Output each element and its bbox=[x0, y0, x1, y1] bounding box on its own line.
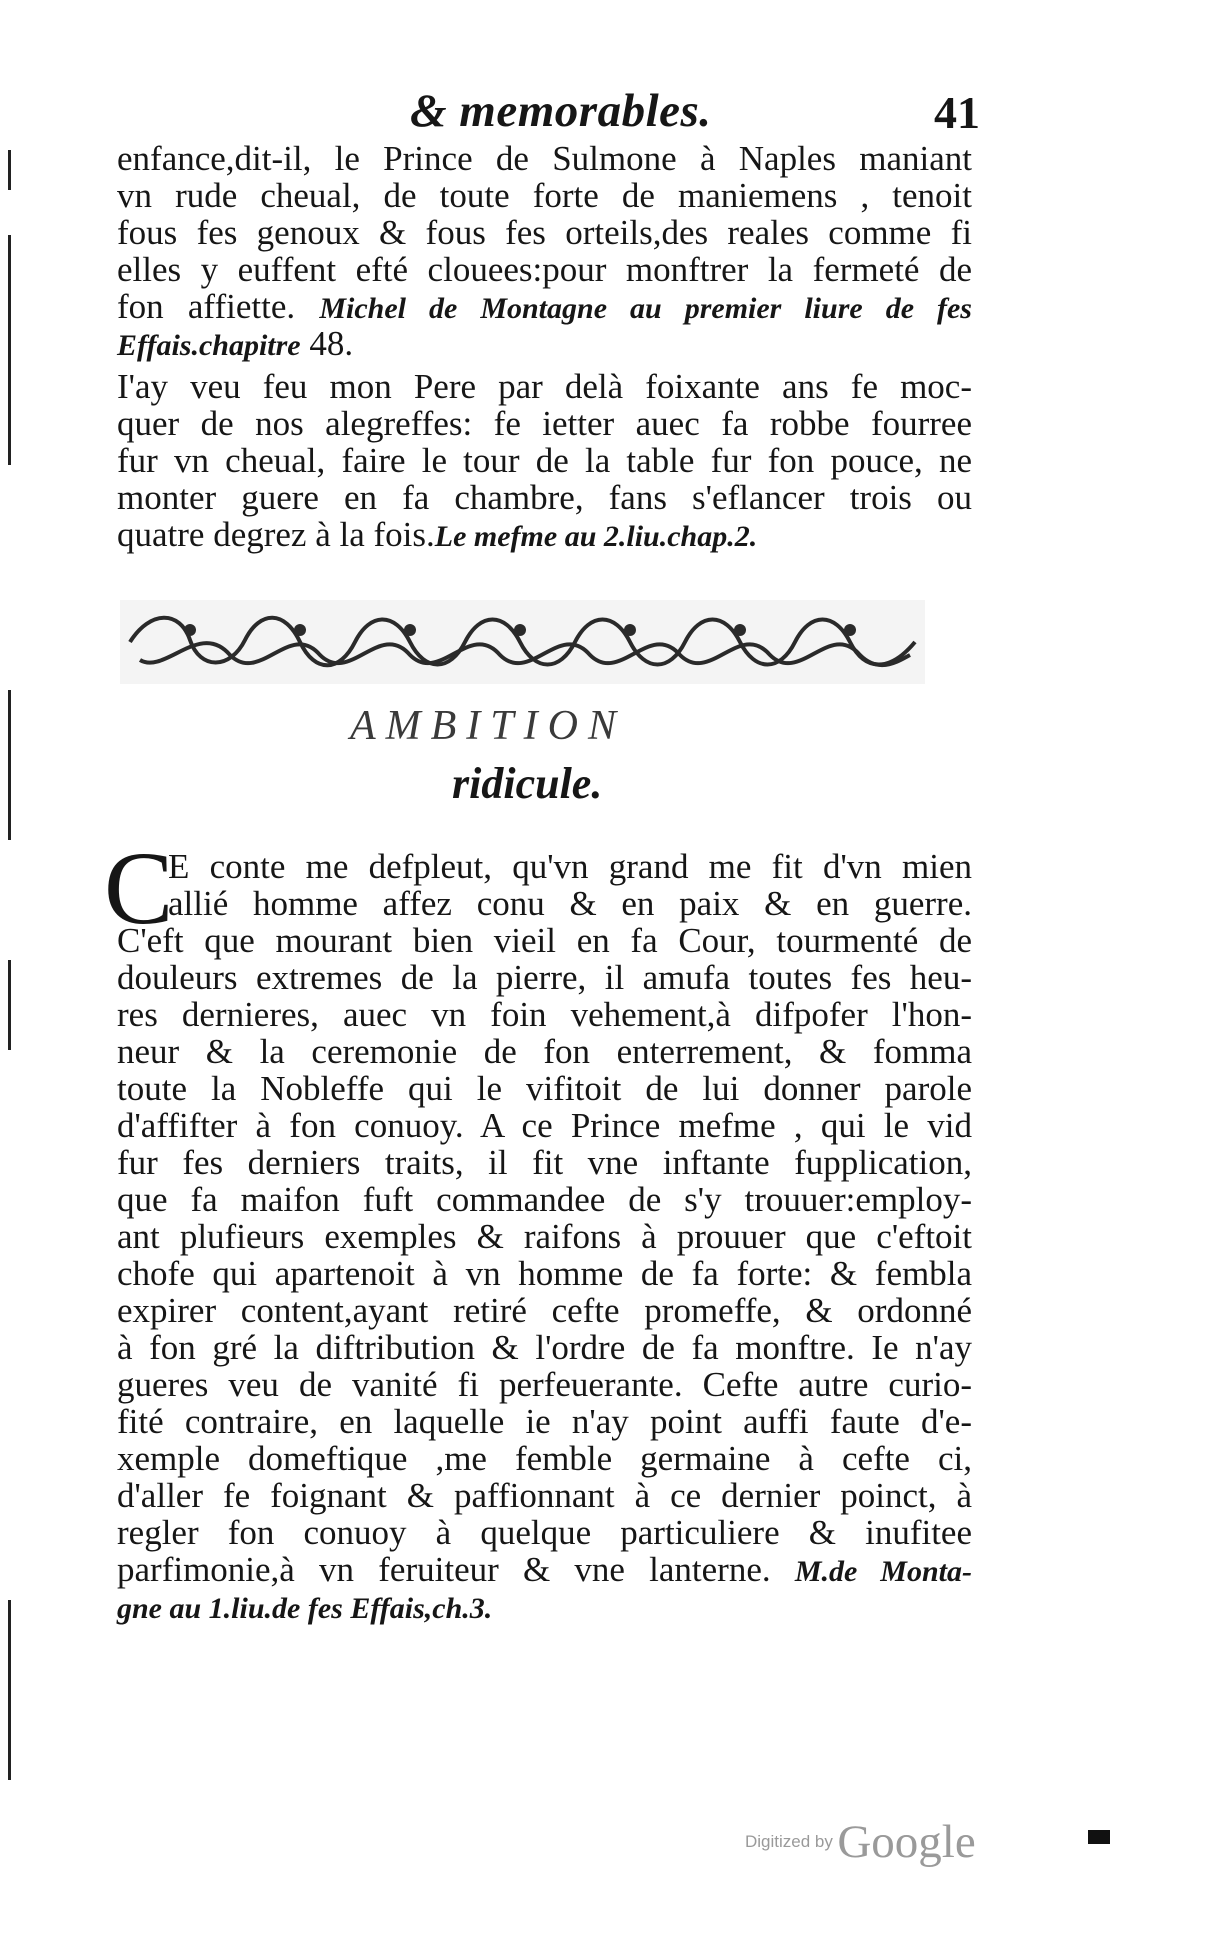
text-line: à fon gré la diftribution & l'ordre de fa monftre. Ie n'ay bbox=[117, 1328, 972, 1367]
running-title: & memorables. bbox=[410, 85, 712, 137]
text-line: gueres veu de vanité fi perfeuerante. Cefte autre curio- bbox=[117, 1365, 972, 1404]
text-line: toute la Nobleffe qui le vifitoit de lui donner parole bbox=[117, 1069, 972, 1108]
margin-mark bbox=[8, 1600, 11, 1780]
scan-margin-marks bbox=[0, 0, 20, 1940]
text-line: fur fes derniers traits, il fit vne inftante fupplication, bbox=[117, 1143, 972, 1182]
citation: Michel de Montagne au premier liure de fes bbox=[319, 292, 972, 325]
text-line: expirer content,ayant retiré cefte promeffe, & ordonné bbox=[117, 1291, 972, 1330]
citation: Effais.chapitre bbox=[117, 329, 301, 362]
text-line: E conte me defpleut, qu'vn grand me fit d'vn mien bbox=[168, 847, 972, 886]
text-line bbox=[117, 516, 972, 556]
section-heading: AMBITION bbox=[350, 703, 626, 749]
text-line bbox=[117, 288, 972, 328]
margin-mark bbox=[8, 960, 11, 1050]
text-line: enfance,dit-il, le Prince de Sulmone à Naples maniant bbox=[117, 139, 972, 178]
text-line bbox=[117, 325, 972, 365]
page-number: 41 bbox=[934, 87, 980, 138]
text-line: d'aller fe foignant & paffionnant à ce dernier poinct, à bbox=[117, 1476, 972, 1515]
text-line: neur & la ceremonie de fon enterrement, & fomma bbox=[117, 1032, 972, 1071]
text-line: vn rude cheual, de toute forte de maniemens , tenoit bbox=[117, 176, 972, 215]
text-fragment: fon affiette. bbox=[117, 287, 296, 326]
text-line: C'eft que mourant bien vieil en fa Cour, tourmenté de bbox=[117, 921, 972, 960]
text-line: d'affifter à fon conuoy. A ce Prince mefme , qui le vid bbox=[117, 1106, 972, 1145]
text-line: regler fon conuoy à quelque particuliere & inufitee bbox=[117, 1513, 972, 1552]
text-line: xemple domeftique ,me femble germaine à cefte ci, bbox=[117, 1439, 972, 1478]
text-line: elles y euffent efté clouees:pour monftrer la fermeté de bbox=[117, 250, 972, 289]
text-line: chofe qui apartenoit à vn homme de fa forte: & fembla bbox=[117, 1254, 972, 1293]
page-header bbox=[120, 84, 980, 144]
drop-cap: C bbox=[104, 831, 174, 946]
margin-mark bbox=[8, 150, 11, 190]
text-line: allié homme affez conu & en paix & en guerre. bbox=[168, 884, 972, 923]
google-wordmark: Google bbox=[837, 1816, 976, 1868]
citation: Le mefme au 2.liu.chap.2. bbox=[434, 520, 758, 553]
text-line: fous fes genoux & fous fes orteils,des reales comme fi bbox=[117, 213, 972, 252]
text-line: que fa maifon fuft commandee de s'y trouuer:employ- bbox=[117, 1180, 972, 1219]
text-fragment: quatre degrez à la fois. bbox=[117, 515, 435, 554]
text-line: fité contraire, en laquelle ie n'ay point auffi faute d'e- bbox=[117, 1402, 972, 1441]
text-line: ant plufieurs exemples & raifons à prouuer que c'eftoit bbox=[117, 1217, 972, 1256]
digitized-watermark bbox=[745, 1815, 976, 1869]
text-line: fur vn cheual, faire le tour de la table fur fon pouce, ne bbox=[117, 441, 972, 480]
text-line: res dernieres, auec vn foin vehement,à difpofer l'hon- bbox=[117, 995, 972, 1034]
text-line bbox=[117, 1588, 972, 1628]
citation: gne au 1.liu.de fes Effais,ch.3. bbox=[117, 1592, 493, 1625]
text-line: monter guere en fa chambre, fans s'eflancer trois ou bbox=[117, 478, 972, 517]
text-line: I'ay veu feu mon Pere par delà foixante ans fe moc- bbox=[117, 367, 972, 406]
text-line: quer de nos alegreffes: fe ietter auec fa robbe fourree bbox=[117, 404, 972, 443]
digitized-by-label: Digitized by bbox=[745, 1832, 833, 1851]
text-fragment: parfimonie,à vn feruiteur & vne lanterne. bbox=[117, 1550, 771, 1589]
citation: M.de Monta- bbox=[794, 1555, 972, 1588]
scan-corner-mark bbox=[1088, 1830, 1110, 1844]
text-line: douleurs extremes de la pierre, il amufa toutes fes heu- bbox=[117, 958, 972, 997]
text-fragment: 48. bbox=[309, 324, 354, 363]
text-line bbox=[117, 1551, 972, 1591]
margin-mark bbox=[8, 235, 11, 465]
ornamental-headpiece bbox=[120, 600, 925, 684]
margin-mark bbox=[8, 690, 11, 840]
section-subheading: ridicule. bbox=[452, 759, 603, 808]
